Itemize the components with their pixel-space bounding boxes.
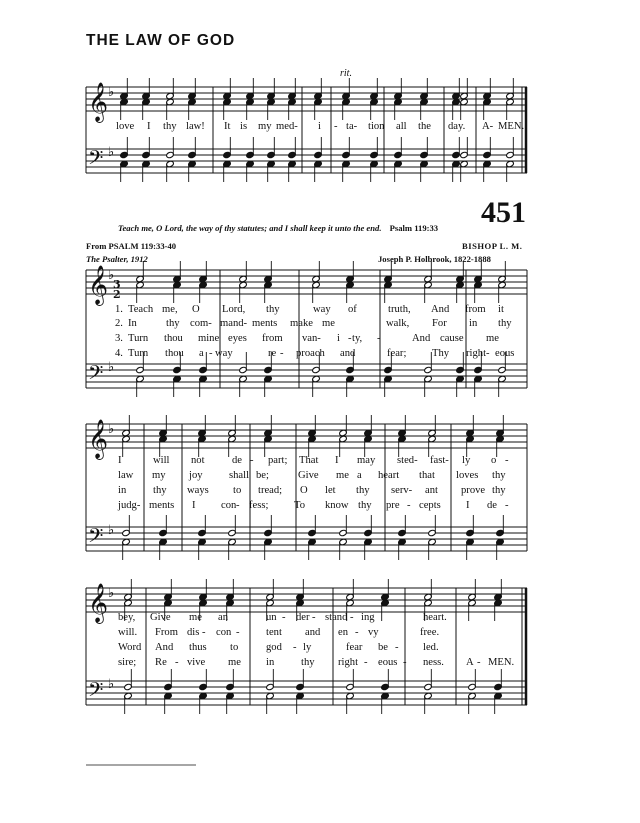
lyric-syllable: A (466, 657, 474, 668)
lyric-syllable: - (209, 348, 213, 359)
lyric-syllable: en (338, 627, 348, 638)
lyric-syllable: make (290, 318, 313, 329)
flat-key-signature-icon: ♭ (108, 145, 115, 160)
lyric-syllable: com- (190, 318, 212, 329)
lyric-syllable: truth, (388, 304, 411, 315)
lyric-syllable: ways (187, 485, 209, 496)
lyric-syllable: is (240, 121, 248, 132)
lyric-syllable: day. (448, 121, 466, 132)
lyric-syllable: For (432, 318, 447, 329)
lyric-syllable: thus (189, 642, 207, 653)
lyric-syllable: O (192, 304, 200, 315)
tune-meter (462, 241, 522, 251)
lyric-syllable: an (218, 612, 228, 623)
lyric-syllable: stand (325, 612, 348, 623)
lyric-syllable: thy (153, 485, 167, 496)
lyric-syllable: the (418, 121, 431, 132)
treble-clef-icon: 𝄞 (88, 82, 109, 122)
lyric-syllable: thy (356, 485, 370, 496)
lyric-syllable: To (294, 500, 306, 511)
lyric-syllable: 1. (115, 304, 123, 315)
lyric-syllable: prove (461, 485, 486, 496)
lyric-syllable: I (192, 500, 196, 511)
lyric-syllable: - (377, 333, 381, 344)
lyric-syllable: mand- (220, 318, 248, 329)
lyric-syllable: tread; (258, 485, 283, 496)
lyric-syllable: thy (301, 657, 315, 668)
lyric-syllable: fear; (387, 348, 407, 359)
lyric-syllable: A- (482, 121, 494, 132)
lyric-syllable: thy (166, 318, 180, 329)
lyric-syllable: ly (303, 642, 312, 653)
lyric-syllable: de (487, 500, 497, 511)
lyric-syllable: to (233, 485, 242, 496)
lyric-syllable: MEN. (498, 121, 525, 132)
lyric-syllable: I (118, 455, 122, 466)
lyric-syllable: Give (150, 612, 171, 623)
section-title: THE LAW OF GOD (86, 32, 236, 49)
lyric-syllable: In (128, 318, 137, 329)
lyric-syllable: to (230, 642, 239, 653)
lyric-syllable: heart. (423, 612, 447, 623)
lyric-syllable: let (325, 485, 336, 496)
lyric-syllable: vive (187, 657, 206, 668)
lyric-syllable: in (469, 318, 478, 329)
lyric-syllable: law (118, 470, 134, 481)
lyric-syllable: will (153, 455, 170, 466)
lyric-syllable: ly (462, 455, 471, 466)
lyric-syllable: I (335, 455, 339, 466)
lyric-syllable: right (338, 657, 359, 668)
lyric-syllable: And (431, 304, 450, 315)
lyric-syllable: me, (162, 304, 178, 315)
lyric-syllable: fear (346, 642, 363, 653)
lyric-syllable: led. (423, 642, 439, 653)
lyric-syllable: eous (495, 348, 515, 359)
composer: Joseph P. Holbrook, 1822-1888 (378, 254, 491, 264)
lyric-syllable: all (396, 121, 407, 132)
flat-key-signature-icon: ♭ (108, 677, 115, 692)
lyric-syllable: shall (229, 470, 250, 481)
lyric-syllable: ta- (346, 121, 358, 132)
lyric-syllable: eous (378, 657, 398, 668)
flat-key-signature-icon: ♭ (108, 360, 115, 375)
lyric-syllable: love (116, 121, 135, 132)
lyric-syllable: my (152, 470, 166, 481)
lyric-syllable: That (299, 455, 319, 466)
lyric-syllable: a (199, 348, 204, 359)
lyric-syllable: It (224, 121, 231, 132)
time-signature: 3 (113, 278, 121, 291)
lyric-syllable: From (155, 627, 178, 638)
lyric-syllable: in (118, 485, 127, 496)
lyric-syllable: ant (425, 485, 438, 496)
lyric-syllable: o (491, 455, 497, 466)
lyric-syllable: thy (498, 318, 512, 329)
lyric-syllable: - (505, 500, 509, 511)
lyric-syllable: right- (466, 348, 490, 359)
lyric-syllable: - (407, 500, 411, 511)
hymn-number: 451 (481, 196, 526, 229)
lyric-syllable: And (412, 333, 431, 344)
lyric-syllable: law! (186, 121, 205, 132)
flat-key-signature-icon: ♭ (108, 523, 115, 538)
lyric-syllable: Lord, (222, 304, 246, 315)
lyric-syllable: tion (368, 121, 385, 132)
lyric-syllable: 2. (115, 318, 123, 329)
lyric-syllable: proach (296, 348, 325, 359)
lyric-syllable: judg- (118, 500, 141, 511)
epigraph (118, 223, 438, 233)
lyric-syllable: ty, (352, 333, 363, 344)
lyric-syllable: not (191, 455, 205, 466)
treble-clef-icon: 𝄞 (88, 419, 109, 459)
lyric-syllable: walk, (386, 318, 410, 329)
lyric-syllable: be (378, 642, 388, 653)
lyric-syllable: thy (163, 121, 177, 132)
lyric-syllable: - (334, 121, 338, 132)
lyric-syllable: part; (268, 455, 288, 466)
lyric-syllable: from (262, 333, 283, 344)
lyric-syllable: - (477, 657, 481, 668)
lyric-syllable: and (305, 627, 321, 638)
lyric-syllable: MEN. (488, 657, 515, 668)
lyric-syllable: - (348, 333, 352, 344)
treble-clef-icon: 𝄞 (88, 583, 109, 623)
lyric-syllable: - (293, 642, 297, 653)
lyric-syllable: ments (149, 500, 175, 511)
lyric-syllable: - (312, 612, 316, 623)
lyric-syllable: heart (378, 470, 400, 481)
lyric-syllable: - (395, 642, 399, 653)
time-signature: 2 (113, 288, 121, 301)
lyric-syllable: will. (118, 627, 138, 638)
bass-clef-icon: 𝄢 (88, 146, 104, 174)
lyric-syllable: Teach (128, 304, 154, 315)
lyric-syllable: der (296, 612, 310, 623)
lyric-syllable: i (318, 121, 321, 132)
lyric-syllable: loves (456, 470, 479, 481)
flat-key-signature-icon: ♭ (108, 268, 115, 283)
lyric-syllable: i (337, 333, 340, 344)
source-version: The Psalter, 1912 (86, 254, 148, 264)
lyric-syllable: cause (440, 333, 464, 344)
lyric-syllable: cepts (419, 500, 441, 511)
lyric-syllable: O (300, 485, 308, 496)
lyric-syllable: fast- (430, 455, 449, 466)
lyric-syllable: - (236, 627, 240, 638)
lyric-syllable: - (355, 627, 359, 638)
lyric-syllable: ing (361, 612, 375, 623)
lyric-syllable: un (266, 612, 277, 623)
epigraph-text: Teach me, O Lord, the way of thy statutes; and I shall keep it unto the end. (118, 223, 382, 233)
lyric-syllable: - (364, 657, 368, 668)
lyric-syllable: I (466, 500, 470, 511)
lyric-syllable: de (232, 455, 242, 466)
lyric-syllable: in (266, 657, 275, 668)
lyric-syllable: god (266, 642, 282, 653)
epigraph-ref: Psalm 119:33 (389, 223, 439, 233)
bass-clef-icon: 𝄢 (88, 524, 104, 552)
lyric-syllable: and (340, 348, 356, 359)
lyric-syllable: ments (252, 318, 278, 329)
lyric-syllable: me (228, 657, 241, 668)
lyric-syllable: know (325, 500, 349, 511)
lyric-syllable: thou (165, 348, 184, 359)
lyric-syllable: thy (266, 304, 280, 315)
lyric-syllable: - (282, 612, 286, 623)
lyric-syllable: Re (155, 657, 167, 668)
lyric-syllable: thy (492, 470, 506, 481)
lyric-syllable: re (268, 348, 277, 359)
lyric-syllable: ness. (423, 657, 444, 668)
lyric-syllable: eyes (228, 333, 247, 344)
lyric-syllable: it (498, 304, 504, 315)
lyric-syllable: way (215, 348, 233, 359)
lyric-syllable: Thy (432, 348, 450, 359)
lyric-syllable: of (348, 304, 357, 315)
lyric-syllable: me (322, 318, 335, 329)
lyric-syllable: med- (276, 121, 298, 132)
lyric-syllable: me (336, 470, 349, 481)
lyric-syllable: 3. (115, 333, 123, 344)
lyric-syllable: - (236, 500, 240, 511)
lyric-syllable: way (313, 304, 331, 315)
lyric-syllable: may (357, 455, 376, 466)
flat-key-signature-icon: ♭ (108, 85, 115, 100)
lyric-syllable: me (189, 612, 202, 623)
tune-name: BISHOP (462, 241, 497, 251)
flat-key-signature-icon: ♭ (108, 422, 115, 437)
lyric-syllable: joy (189, 470, 203, 481)
lyric-syllable: con (216, 627, 232, 638)
bass-clef-icon: 𝄢 (88, 361, 104, 389)
flat-key-signature-icon: ♭ (108, 586, 115, 601)
lyric-syllable: free. (420, 627, 440, 638)
lyric-syllable: my (258, 121, 272, 132)
lyric-syllable: sted- (397, 455, 418, 466)
lyric-syllable: Turn (128, 333, 149, 344)
lyric-syllable: pre (386, 500, 400, 511)
lyric-syllable: - (250, 455, 254, 466)
lyric-syllable: me (486, 333, 499, 344)
lyric-syllable: - (175, 657, 179, 668)
treble-clef-icon: 𝄞 (88, 265, 109, 305)
lyric-syllable: - (202, 627, 206, 638)
lyric-syllable: that (419, 470, 435, 481)
tempo-marking: rit. (340, 68, 352, 79)
lyric-syllable: - (280, 348, 284, 359)
meter: L. M. (499, 241, 523, 251)
lyric-syllable: tent (266, 627, 282, 638)
lyric-syllable: I (147, 121, 151, 132)
lyric-syllable: bey, (118, 612, 136, 623)
lyric-syllable: thou (164, 333, 183, 344)
lyric-syllable: - (403, 657, 407, 668)
lyric-syllable: - (505, 455, 509, 466)
lyric-syllable: Give (298, 470, 319, 481)
lyric-syllable: vy (368, 627, 379, 638)
lyric-syllable: be; (256, 470, 269, 481)
bass-clef-icon: 𝄢 (88, 678, 104, 706)
lyric-syllable: van- (302, 333, 321, 344)
lyric-syllable: a (357, 470, 362, 481)
lyric-syllable: mine (198, 333, 220, 344)
lyric-syllable: thy (358, 500, 372, 511)
lyric-syllable: fess; (249, 500, 269, 511)
lyric-syllable: from (465, 304, 486, 315)
lyric-syllable: - (350, 612, 354, 623)
lyric-syllable: 4. (115, 348, 123, 359)
lyric-syllable: con (221, 500, 237, 511)
lyric-syllable: Word (118, 642, 142, 653)
lyric-syllable: sire; (118, 657, 137, 668)
lyric-syllable: serv- (391, 485, 413, 496)
source-text: From PSALM 119:33-40 (86, 241, 177, 251)
lyric-syllable: thy (492, 485, 506, 496)
lyric-syllable: Turn (128, 348, 149, 359)
lyric-syllable: dis (187, 627, 200, 638)
lyric-syllable: And (155, 642, 174, 653)
